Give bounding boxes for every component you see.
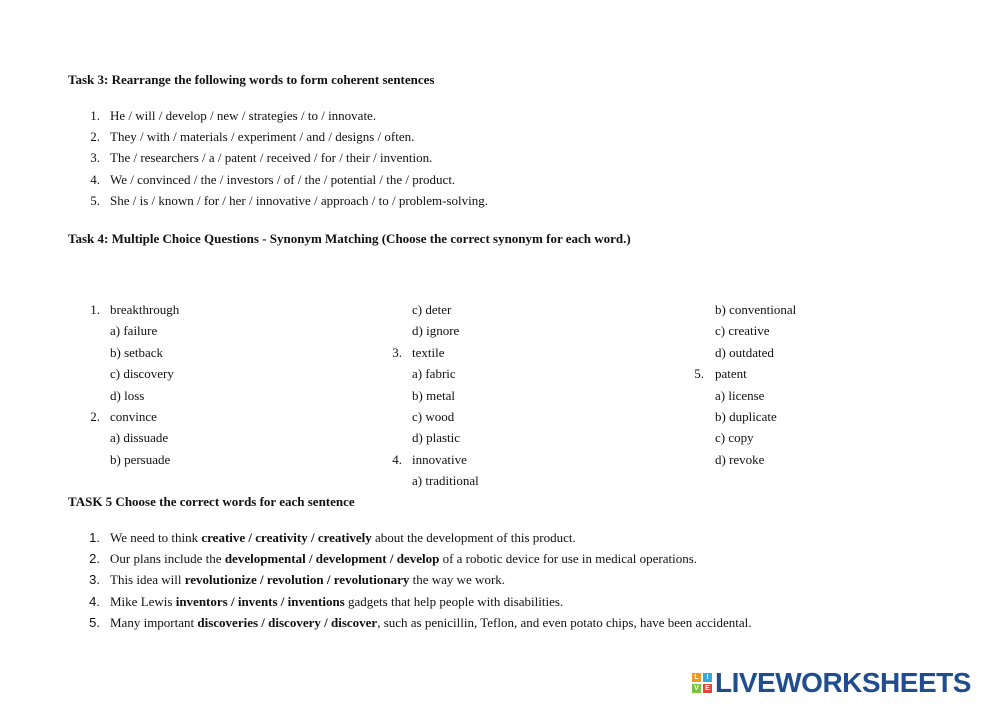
- sentence-text: Our plans include the: [110, 551, 225, 566]
- answer-option: c) discovery: [110, 366, 174, 382]
- question-word: breakthrough: [110, 302, 180, 317]
- task5-heading: TASK 5 Choose the correct words for each sentence: [68, 494, 355, 509]
- list-item: She / is / known / for / her / innovative / approach / to / problem-solving.: [110, 193, 489, 208]
- question-word: innovative: [412, 451, 467, 467]
- question-number: 3.: [392, 344, 402, 360]
- answer-option: c) copy: [715, 430, 754, 446]
- list-number: 4.: [89, 594, 100, 609]
- question-number: 5.: [694, 366, 704, 382]
- sentence-text: about the development of this product.: [371, 530, 576, 545]
- sentence-text: , such as penicillin, Teflon, and even potato chips, have been accidental.: [377, 615, 752, 630]
- list-item: The / researchers / a / patent / received / for / their / invention.: [110, 150, 433, 165]
- question-number: 4.: [392, 451, 402, 467]
- word-choices: inventors / invents / inventions: [175, 594, 345, 609]
- list-number: 1.: [89, 530, 100, 545]
- answer-option: d) plastic: [412, 430, 461, 446]
- answer-option: a) fabric: [412, 366, 456, 382]
- list-number: 5.: [89, 615, 100, 630]
- word-choices: developmental / development / develop: [224, 551, 440, 566]
- answer-option: c) deter: [412, 302, 452, 317]
- sentence-text: the way we work.: [409, 572, 506, 587]
- answer-option: a) license: [715, 387, 765, 403]
- sentence-text: gadgets that help people with disabilities.: [344, 594, 564, 609]
- answer-option: a) dissuade: [110, 430, 169, 446]
- list-number: 2.: [89, 551, 100, 566]
- word-choices: discoveries / discovery / discover: [197, 615, 378, 630]
- sentence-text: This idea will: [110, 572, 185, 587]
- list-number: 3.: [90, 150, 100, 165]
- answer-option: c) creative: [715, 323, 770, 339]
- logo-square: I: [703, 673, 712, 682]
- list-number: 1.: [90, 108, 100, 123]
- answer-option: c) wood: [412, 409, 455, 424]
- sentence-text: of a robotic device for use in medical operations.: [439, 551, 698, 566]
- list-item: [110, 530, 576, 546]
- word-choices: revolutionize / revolution / revolutionary: [184, 572, 410, 587]
- sentence-text: We need to think: [110, 530, 202, 545]
- answer-option: d) loss: [110, 387, 145, 403]
- list-item: [110, 594, 563, 610]
- liveworksheets-logo[interactable]: [692, 668, 971, 698]
- list-number: 2.: [90, 129, 100, 144]
- answer-option: b) duplicate: [715, 409, 777, 424]
- answer-option: d) outdated: [715, 344, 774, 360]
- answer-option: b) setback: [110, 344, 164, 360]
- answer-option: a) traditional: [412, 473, 479, 489]
- question-number: 1.: [90, 302, 100, 317]
- answer-option: a) failure: [110, 323, 158, 339]
- question-word: textile: [412, 344, 445, 360]
- list-item: [110, 551, 697, 567]
- logo-square: L: [692, 673, 701, 682]
- logo-square: E: [703, 684, 712, 693]
- task3-heading: Task 3: Rearrange the following words to form coherent sentences: [68, 72, 435, 87]
- list-number: 3.: [89, 572, 100, 587]
- list-item: They / with / materials / experiment / and / designs / often.: [110, 129, 415, 144]
- list-item: [110, 615, 751, 631]
- task4-heading: Task 4: Multiple Choice Questions - Synonym Matching (Choose the correct synonym for each word.): [68, 231, 631, 246]
- answer-option: d) revoke: [715, 451, 765, 467]
- question-number: 2.: [90, 409, 100, 424]
- answer-option: b) persuade: [110, 451, 171, 467]
- list-number: 4.: [90, 172, 100, 187]
- answer-option: b) conventional: [715, 302, 797, 317]
- logo-square: V: [692, 684, 701, 693]
- word-choices: creative / creativity / creatively: [201, 530, 372, 545]
- list-item: [110, 572, 505, 588]
- list-item: We / convinced / the / investors / of / the / potential / the / product.: [110, 172, 456, 187]
- question-word: convince: [110, 409, 157, 424]
- sentence-text: Mike Lewis: [110, 594, 176, 609]
- sentence-text: Many important: [110, 615, 198, 630]
- list-number: 5.: [90, 193, 100, 208]
- answer-option: d) ignore: [412, 323, 460, 339]
- question-word: patent: [715, 366, 747, 382]
- logo-text: LIVEWORKSHEETS: [715, 667, 971, 698]
- answer-option: b) metal: [412, 387, 455, 403]
- logo-squares-icon: [692, 673, 712, 693]
- list-item: He / will / develop / new / strategies / to / innovate.: [110, 108, 377, 123]
